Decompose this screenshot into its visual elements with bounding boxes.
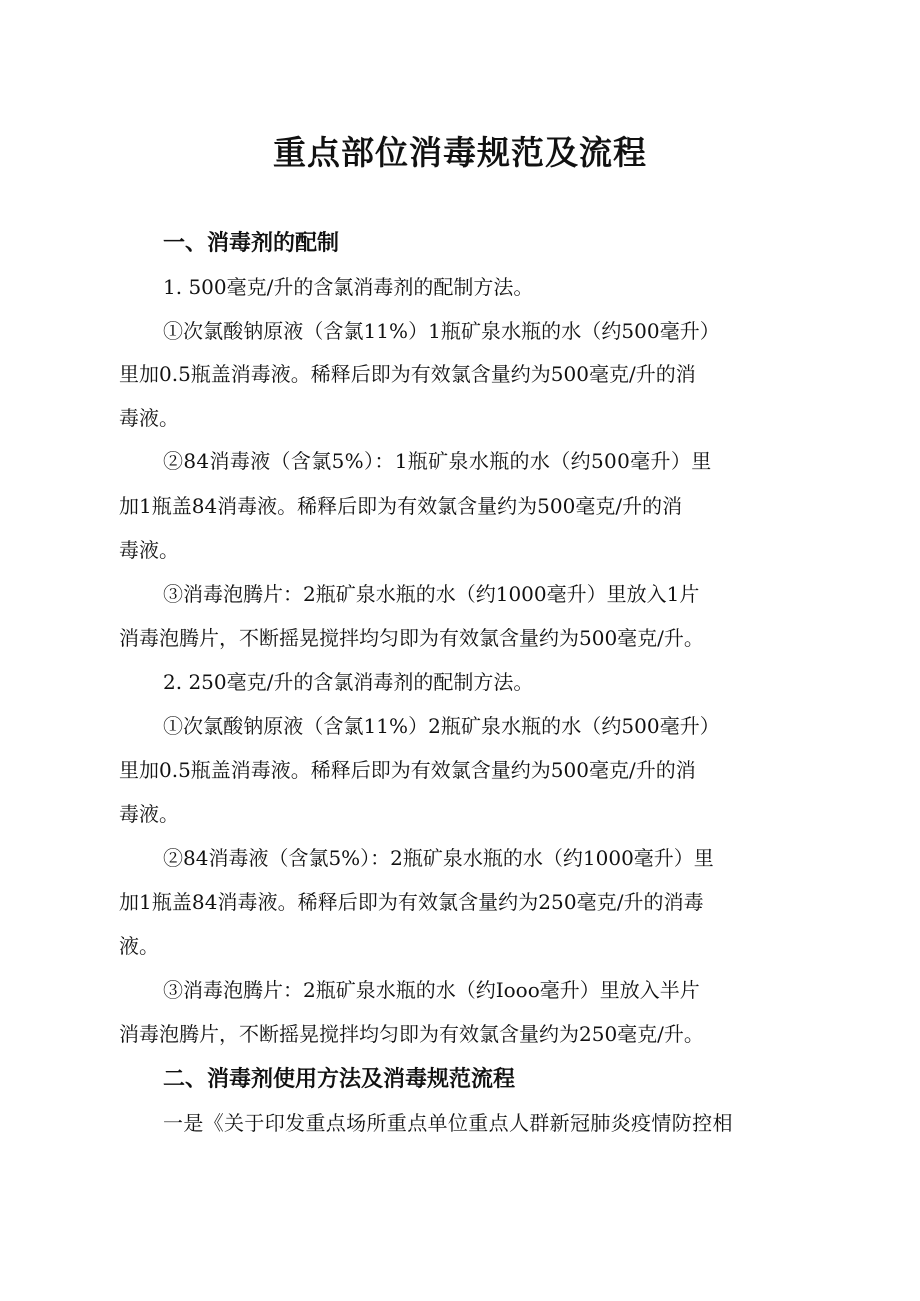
method-line: ①次氯酸钠原液（含氯11%）2瓶矿泉水瓶的水（约500毫升）: [163, 714, 720, 738]
section-heading-disinfectant-preparation: 一、消毒剂的配制: [163, 231, 340, 256]
method-line: 液。: [119, 934, 159, 958]
section-heading-usage-and-process: 二、消毒剂使用方法及消毒规范流程: [163, 1067, 516, 1092]
paragraph-start: 一是《关于印发重点场所重点单位重点人群新冠肺炎疫情防控相: [163, 1111, 733, 1135]
method-line: 里加0.5瓶盖消毒液。稀释后即为有效氯含量约为500毫克/升的消: [119, 362, 696, 386]
method-line: ②84消毒液（含氯5%）：2瓶矿泉水瓶的水（约1000毫升）里: [163, 846, 714, 870]
method-line: 里加0.5瓶盖消毒液。稀释后即为有效氯含量约为500毫克/升的消: [119, 758, 696, 782]
page-title: 重点部位消毒规范及流程: [273, 133, 647, 172]
item-label-250mg: 2. 250毫克/升的含氯消毒剂的配制方法。: [163, 670, 534, 694]
method-line: 毒液。: [119, 802, 179, 826]
method-line: ①次氯酸钠原液（含氯11%）1瓶矿泉水瓶的水（约500毫升）: [163, 319, 720, 343]
item-label-500mg: 1. 500毫克/升的含氯消毒剂的配制方法。: [163, 275, 534, 299]
method-line: ③消毒泡腾片：2瓶矿泉水瓶的水（约1000毫升）里放入1片: [163, 582, 700, 606]
method-line: 毒液。: [119, 538, 179, 562]
method-line: 消毒泡腾片，不断摇晃搅拌均匀即为有效氯含量约为250毫克/升。: [119, 1022, 704, 1046]
method-line: 加1瓶盖84消毒液。稀释后即为有效氯含量约为250毫克/升的消毒: [119, 890, 704, 914]
method-line: ②84消毒液（含氯5%）：1瓶矿泉水瓶的水（约500毫升）里: [163, 449, 712, 473]
method-line: 消毒泡腾片，不断摇晃搅拌均匀即为有效氯含量约为500毫克/升。: [119, 626, 704, 650]
method-line: 毒液。: [119, 406, 179, 430]
method-line: 加1瓶盖84消毒液。稀释后即为有效氯含量约为500毫克/升的消: [119, 494, 683, 518]
method-line: ③消毒泡腾片：2瓶矿泉水瓶的水（约Iooo毫升）里放入半片: [163, 978, 700, 1002]
